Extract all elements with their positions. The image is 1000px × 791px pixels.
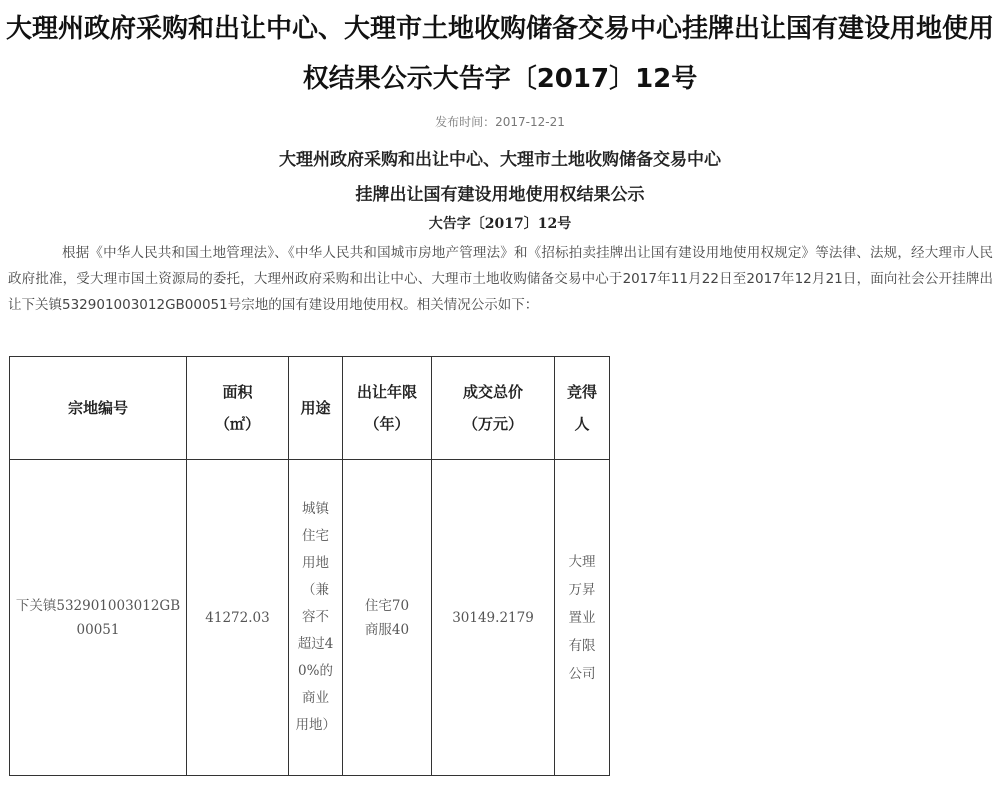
result-table bbox=[9, 356, 610, 776]
cell-winning-bidder: 大理万昇置业有限公司 bbox=[555, 460, 610, 776]
notice-heading-issuer: 大理州政府采购和出让中心、大理市土地收购储备交易中心 bbox=[279, 150, 721, 170]
table-header-row bbox=[10, 357, 610, 460]
notice-heading-doc-number: 大告字〔2017〕12号 bbox=[428, 216, 572, 232]
publish-time: 发布时间：2017-12-21 bbox=[435, 115, 565, 129]
cell-parcel-number: 下关镇532901003012GB00051 bbox=[10, 460, 187, 776]
header-area: 面积（㎡） bbox=[187, 357, 289, 460]
table-row bbox=[10, 460, 610, 776]
cell-area: 41272.03 bbox=[187, 460, 289, 776]
intro-paragraph: 根据《中华人民共和国土地管理法》、《中华人民共和国城市房地产管理法》和《招标拍卖挂牌出让国有建设用地使用权规定》等法律、法规，经大理市人民政府批准，受大理市国土资源局的委托，大理州政府采购和出让中心、大理市土地收购储备交易中心于2017年11月22日至2017年12月21日，面向社会公开挂牌出让下关镇532901003012GB00051号宗地的国有建设用地使用权。相关情况公示如下： bbox=[8, 245, 993, 313]
notice-heading-subject: 挂牌出让国有建设用地使用权结果公示 bbox=[355, 185, 645, 205]
header-transaction-price: 成交总价（万元） bbox=[432, 357, 555, 460]
cell-land-use: 城镇住宅用地（兼容不超过40%的商业用地） bbox=[289, 460, 343, 776]
header-land-use: 用途 bbox=[289, 357, 343, 460]
page-title: 大理州政府采购和出让中心、大理市土地收购储备交易中心挂牌出让国有建设用地使用权结果公示大告字〔2017〕12号 bbox=[5, 14, 994, 94]
cell-transfer-term: 住宅70 商服40 bbox=[343, 460, 432, 776]
header-winning-bidder: 竞得人 bbox=[555, 357, 610, 460]
header-parcel-number: 宗地编号 bbox=[10, 357, 187, 460]
header-transfer-term: 出让年限（年） bbox=[343, 357, 432, 460]
cell-transaction-price: 30149.2179 bbox=[432, 460, 555, 776]
